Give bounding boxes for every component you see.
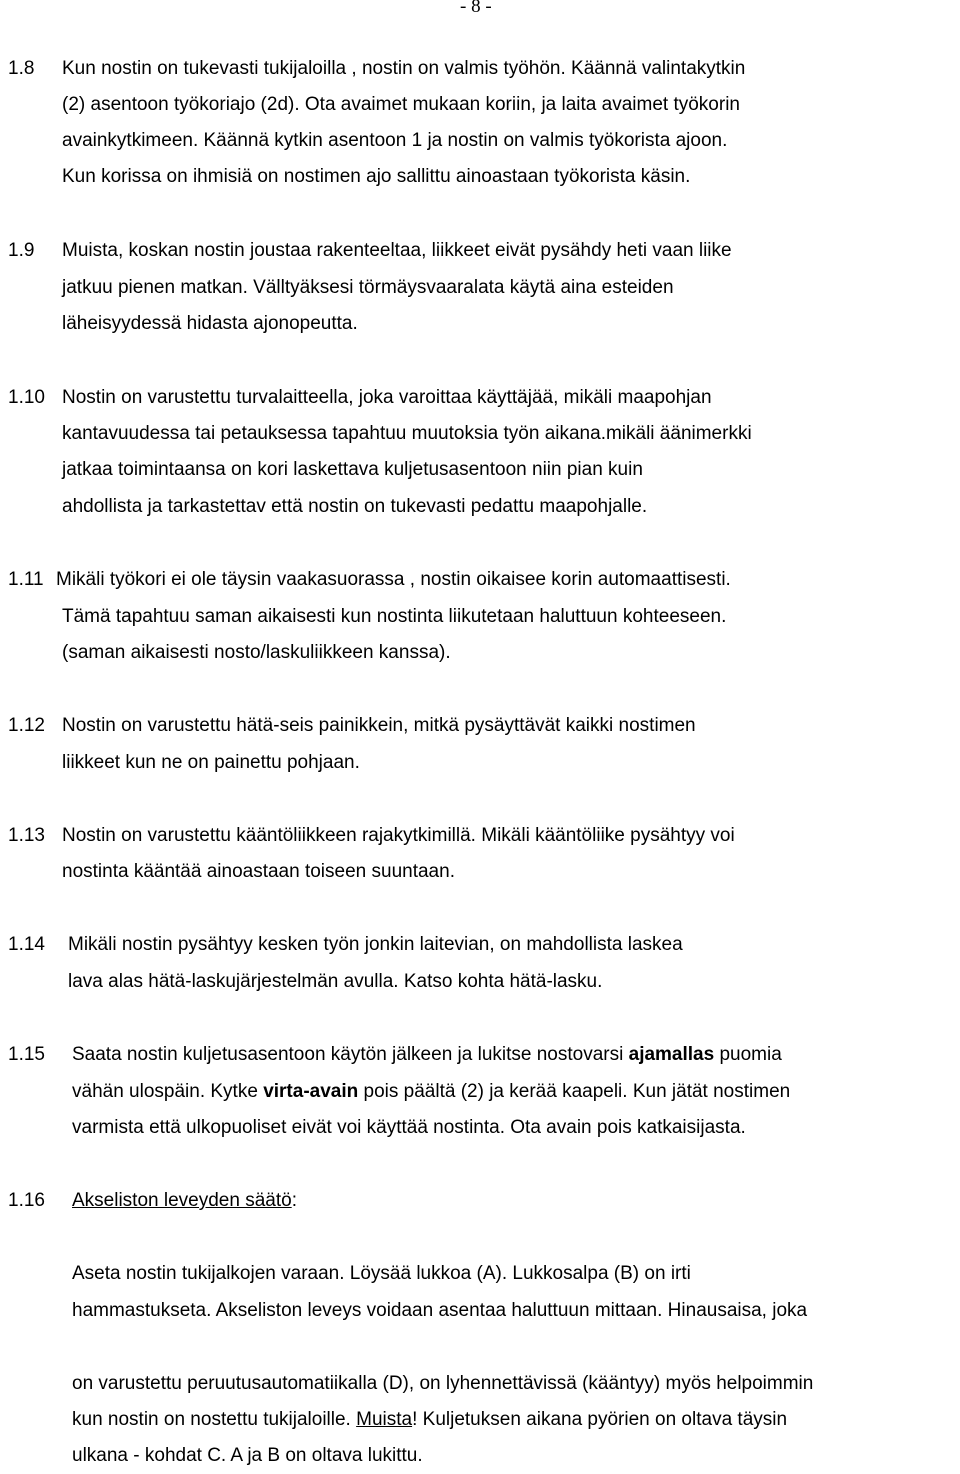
section-1-16-line: ulkana - kohdat C. A ja B on oltava lukittu. [72, 1445, 423, 1466]
section-number-1-12: 1.12 [8, 715, 45, 736]
section-1-16-line: hammastukseta. Akseliston leveys voidaan asentaa haluttuun mittaan. Hinausaisa, joka [72, 1300, 808, 1321]
text-run: Saata nostin kuljetusasentoon käytön jälkeen ja lukitse nostovarsi [72, 1044, 629, 1065]
text-run: puomia [714, 1044, 782, 1065]
page-number: - 8 - [460, 0, 492, 17]
section-number-1-8: 1.8 [8, 58, 35, 79]
section-heading-underlined: Akseliston leveyden säätö [72, 1190, 292, 1211]
section-1-16-line [72, 1402, 787, 1438]
section-1-14-line: Mikäli nostin pysähtyy kesken työn jonkin laitevian, on mahdollista laskea [68, 934, 683, 955]
text-run: kun nostin on nostettu tukijaloille. [72, 1409, 357, 1430]
section-1-15-line [72, 1074, 790, 1110]
text-run: vähän ulospäin. Kytke [72, 1081, 264, 1102]
section-1-8-line: Kun korissa on ihmisiä on nostimen ajo sallittu ainoastaan työkorista käsin. [62, 166, 691, 187]
section-1-11-line: Mikäli työkori ei ole täysin vaakasuorassa , nostin oikaisee korin automaattisesti. [56, 569, 731, 590]
section-1-16-heading [72, 1183, 297, 1219]
section-1-12-line: liikkeet kun ne on painettu pohjaan. [62, 752, 360, 773]
section-1-13-line: Nostin on varustettu kääntöliikkeen rajakytkimillä. Mikäli kääntöliike pysähtyy voi [62, 825, 735, 846]
text-run: pois päältä (2) ja kerää kaapeli. Kun jätät nostimen [358, 1081, 791, 1102]
section-1-13-line: nostinta kääntää ainoastaan toiseen suuntaan. [62, 861, 455, 882]
section-number-1-16: 1.16 [8, 1190, 45, 1211]
section-number-1-14: 1.14 [8, 934, 45, 955]
section-1-11-line: (saman aikaisesti nosto/laskuliikkeen kanssa). [62, 642, 451, 663]
section-1-10-line: jatkaa toimintaansa on kori laskettava kuljetusasentoon niin pian kuin [62, 459, 643, 480]
section-1-10-line: Nostin on varustettu turvalaitteella, joka varoittaa käyttäjää, mikäli maapohjan [62, 387, 712, 408]
section-number-1-10: 1.10 [8, 387, 45, 408]
section-1-14-line: lava alas hätä-laskujärjestelmän avulla. Katso kohta hätä-lasku. [68, 971, 603, 992]
text-run: ! Kuljetuksen aikana pyörien on oltava täysin [412, 1409, 788, 1430]
section-1-8-line: (2) asentoon työkoriajo (2d). Ota avaimet mukaan koriin, ja laita avaimet työkorin [62, 94, 740, 115]
section-1-8-line: avainkytkimeen. Käännä kytkin asentoon 1 ja nostin on valmis työkorista ajoon. [62, 130, 728, 151]
section-number-1-11: 1.11 [8, 569, 44, 590]
section-1-8-line: Kun nostin on tukevasti tukijaloilla , nostin on valmis työhön. Käännä valintakytkin [62, 58, 746, 79]
section-1-9-line: läheisyydessä hidasta ajonopeutta. [62, 313, 358, 334]
section-number-1-9: 1.9 [8, 240, 35, 261]
section-1-12-line: Nostin on varustettu hätä-seis painikkein, mitkä pysäyttävät kaikki nostimen [62, 715, 696, 736]
section-1-16-line: on varustettu peruutusautomatiikalla (D), on lyhennettävissä (kääntyy) myös helpoimmin [72, 1373, 814, 1394]
section-number-1-13: 1.13 [8, 825, 45, 846]
section-1-10-line: ahdollista ja tarkastettav että nostin on tukevasti pedattu maapohjalle. [62, 496, 648, 517]
section-1-10-line: kantavuudessa tai petauksessa tapahtuu muutoksia työn aikana.mikäli äänimerkki [62, 423, 752, 444]
section-number-1-15: 1.15 [8, 1044, 45, 1065]
section-1-9-line: Muista, koskan nostin joustaa rakenteeltaa, liikkeet eivät pysähdy heti vaan liike [62, 240, 732, 261]
section-1-15-line [72, 1037, 782, 1073]
section-1-16-line: Aseta nostin tukijalkojen varaan. Löysää lukkoa (A). Lukkosalpa (B) on irti [72, 1263, 691, 1284]
bold-term-ajamallas: ajamallas [628, 1044, 715, 1065]
underlined-word-muista: Muista [356, 1409, 413, 1430]
section-1-9-line: jatkuu pienen matkan. Välltyäksesi törmäysvaaralata käytä aina esteiden [62, 277, 674, 298]
section-1-15-line: varmista että ulkopuoliset eivät voi käyttää nostinta. Ota avain pois katkaisijasta. [72, 1117, 746, 1138]
bold-term-virta-avain: virta-avain [263, 1081, 359, 1102]
section-1-11-line: Tämä tapahtuu saman aikaisesti kun nostinta liikutetaan haluttuun kohteeseen. [62, 606, 727, 627]
heading-colon: : [291, 1190, 297, 1211]
